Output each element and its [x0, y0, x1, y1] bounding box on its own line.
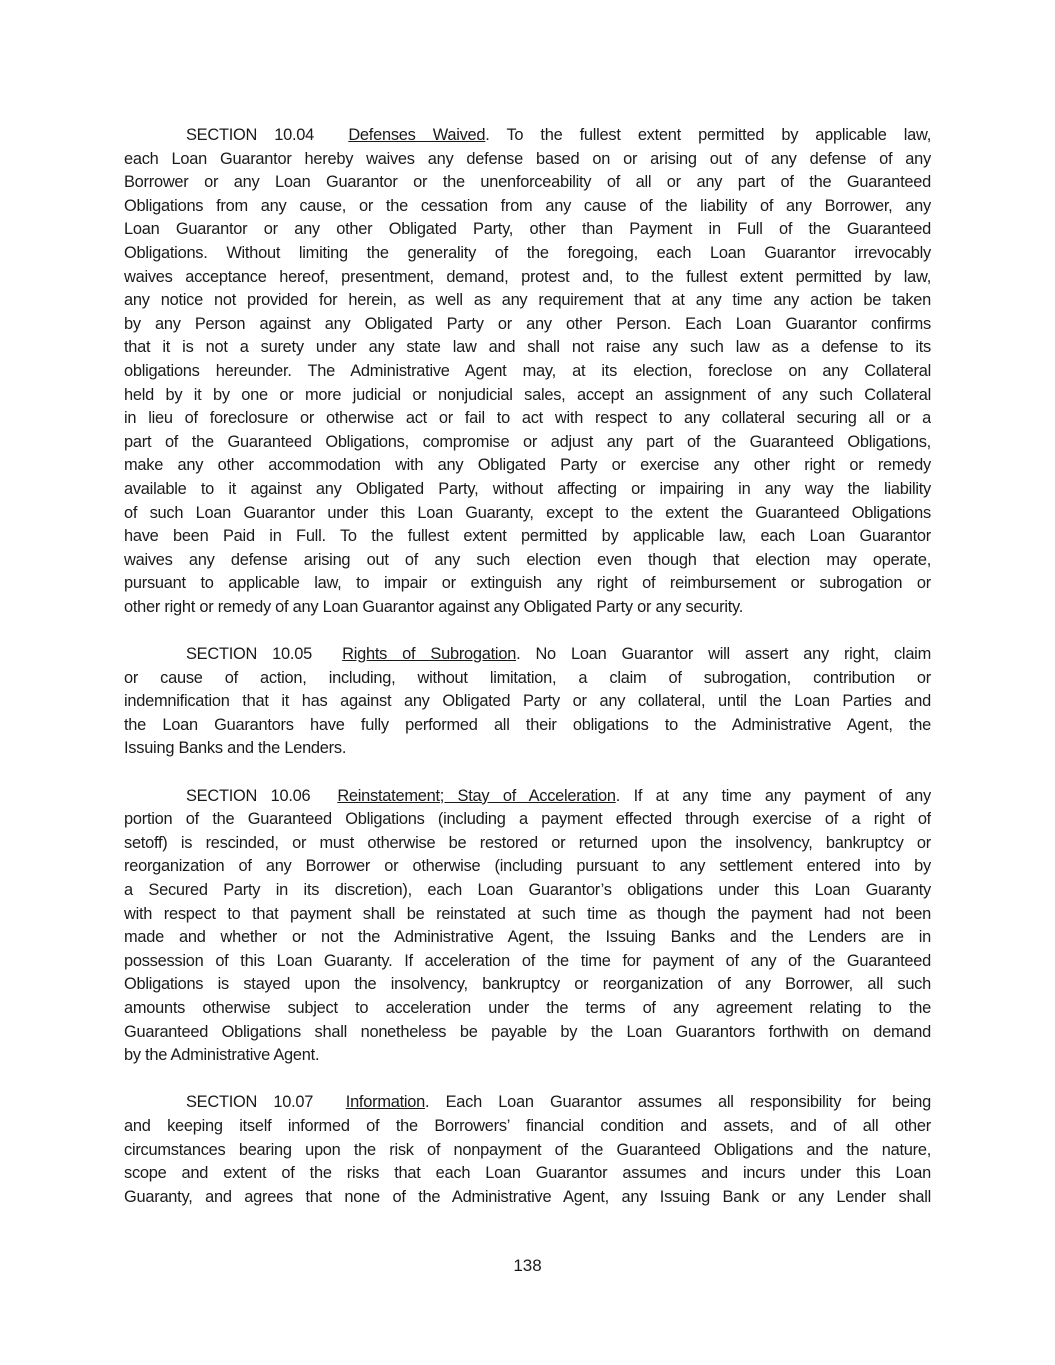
section-paragraph — [124, 1091, 931, 1209]
text-line: each Loan Guarantor hereby waives any defense based on or arising out of any defense of any — [124, 149, 931, 168]
section-paragraph — [124, 785, 931, 1068]
text-line: a Secured Party in its discretion), each Loan Guarantor’s obligations under this Loan Guaranty — [124, 881, 931, 899]
text-line: Obligations from any cause, or the cessation from any cause of the liability of any Borrower, any — [124, 196, 931, 215]
text-line: reorganization of any Borrower or otherwise (including pursuant to any settlement entered into by — [124, 857, 931, 876]
text-line: the Loan Guarantors have fully performed all their obligations to the Administrative Agent, the — [124, 715, 931, 734]
section-text: . Each Loan Guarantor assumes all responsibility for being — [425, 1093, 931, 1112]
text-line: Issuing Banks and the Lenders. — [124, 739, 347, 758]
section-text: . No Loan Guarantor will assert any right, claim — [516, 645, 931, 664]
text-line: with respect to that payment shall be reinstated at such time as though the payment had not been — [124, 904, 931, 923]
text-line: Borrower or any Loan Guarantor or the unenforceability of all or any part of the Guaranteed — [124, 173, 931, 192]
section-number: SECTION 10.05 — [186, 645, 312, 664]
text-line: amounts otherwise subject to acceleration under the terms of any agreement relating to the — [124, 998, 931, 1017]
text-line: possession of this Loan Guaranty. If acceleration of the time for payment of any of the Guaranteed — [124, 951, 931, 970]
text-line: Obligations is stayed upon the insolvency, bankruptcy or reorganization of any Borrower, all such — [124, 975, 931, 994]
text-line: obligations hereunder. The Administrative Agent may, at its election, foreclose on any Collateral — [124, 361, 931, 380]
text-line: portion of the Guaranteed Obligations (including a payment effected through exercise of a right of — [124, 810, 931, 829]
document-page — [124, 124, 931, 1233]
text-line: other right or remedy of any Loan Guarantor against any Obligated Party or any security. — [124, 597, 744, 616]
text-line: available to it against any Obligated Party, without affecting or impairing in any way the liability — [124, 479, 931, 498]
text-line: held by it by one or more judicial or nonjudicial sales, accept an assignment of any such Collateral — [124, 385, 931, 404]
text-line: Guaranty, and agrees that none of the Administrative Agent, any Issuing Bank or any Lender shall — [124, 1187, 931, 1206]
text-line: scope and extent of the risks that each Loan Guarantor assumes and incurs under this Loan — [124, 1164, 931, 1183]
text-line: waives any defense arising out of any such election even though that election may operate, — [124, 550, 931, 569]
text-line: or cause of action, including, without limitation, a claim of subrogation, contribution or — [124, 668, 931, 687]
section-title: Rights of Subrogation — [342, 645, 517, 664]
text-line: indemnification that it has against any Obligated Party or any collateral, until the Loan Parties and — [124, 692, 931, 711]
text-line: any notice not provided for herein, as well as any requirement that at any time any action be taken — [124, 291, 931, 310]
section-first-line — [124, 124, 931, 148]
page-number: 138 — [513, 1256, 542, 1275]
section-first-line — [124, 785, 931, 809]
text-line: waives acceptance hereof, presentment, demand, protest and, to the fullest extent permitted by law, — [124, 267, 931, 286]
section-number: SECTION 10.07 — [186, 1093, 314, 1112]
section-title: Defenses Waived — [348, 126, 486, 144]
text-line: setoff) is rescinded, or must otherwise be restored or returned upon the insolvency, bankruptcy or — [124, 833, 931, 852]
text-line: that it is not a surety under any state law and shall not raise any such law as a defense to its — [124, 338, 931, 357]
section-number: SECTION 10.04 — [186, 126, 315, 144]
text-line: pursuant to applicable law, to impair or extinguish any right of reimbursement or subrogation or — [124, 574, 931, 593]
section-first-line — [124, 1091, 931, 1115]
text-line: by any Person against any Obligated Party or any other Person. Each Loan Guarantor confirms — [124, 314, 931, 333]
section-text: . If at any time any payment of any — [615, 786, 931, 805]
section-title: Reinstatement; Stay of Acceleration — [337, 786, 616, 805]
text-line: made and whether or not the Administrative Agent, the Issuing Banks and the Lenders are in — [124, 928, 931, 947]
text-line: in lieu of foreclosure or otherwise act or fail to act with respect to any collateral securing all or a — [124, 409, 931, 428]
section-number: SECTION 10.06 — [186, 786, 311, 805]
text-line: Loan Guarantor or any other Obligated Party, other than Payment in Full of the Guaranteed — [124, 220, 931, 239]
text-line: Guaranteed Obligations shall nonetheless be payable by the Loan Guarantors forthwith on demand — [124, 1022, 931, 1041]
text-line: make any other accommodation with any Obligated Party or exercise any other right or remedy — [124, 456, 931, 475]
section-text: . To the fullest extent permitted by applicable law, — [485, 126, 931, 144]
section-paragraph — [124, 124, 931, 619]
section-paragraph — [124, 643, 931, 761]
section-first-line — [124, 643, 931, 667]
section-title: Information — [345, 1093, 426, 1112]
text-line: part of the Guaranteed Obligations, compromise or adjust any part of the Guaranteed Obligations, — [124, 432, 931, 451]
text-line: Obligations. Without limiting the generality of the foregoing, each Loan Guarantor irrevocably — [124, 243, 931, 262]
text-line: of such Loan Guarantor under this Loan Guaranty, except to the extent the Guaranteed Obligations — [124, 503, 931, 522]
text-line: by the Administrative Agent. — [124, 1046, 320, 1065]
text-line: circumstances bearing upon the risk of nonpayment of the Guaranteed Obligations and the nature, — [124, 1140, 931, 1159]
text-line: and keeping itself informed of the Borrowers’ financial condition and assets, and of all other — [124, 1116, 931, 1135]
text-line: have been Paid in Full. To the fullest extent permitted by applicable law, each Loan Guarantor — [124, 527, 931, 546]
